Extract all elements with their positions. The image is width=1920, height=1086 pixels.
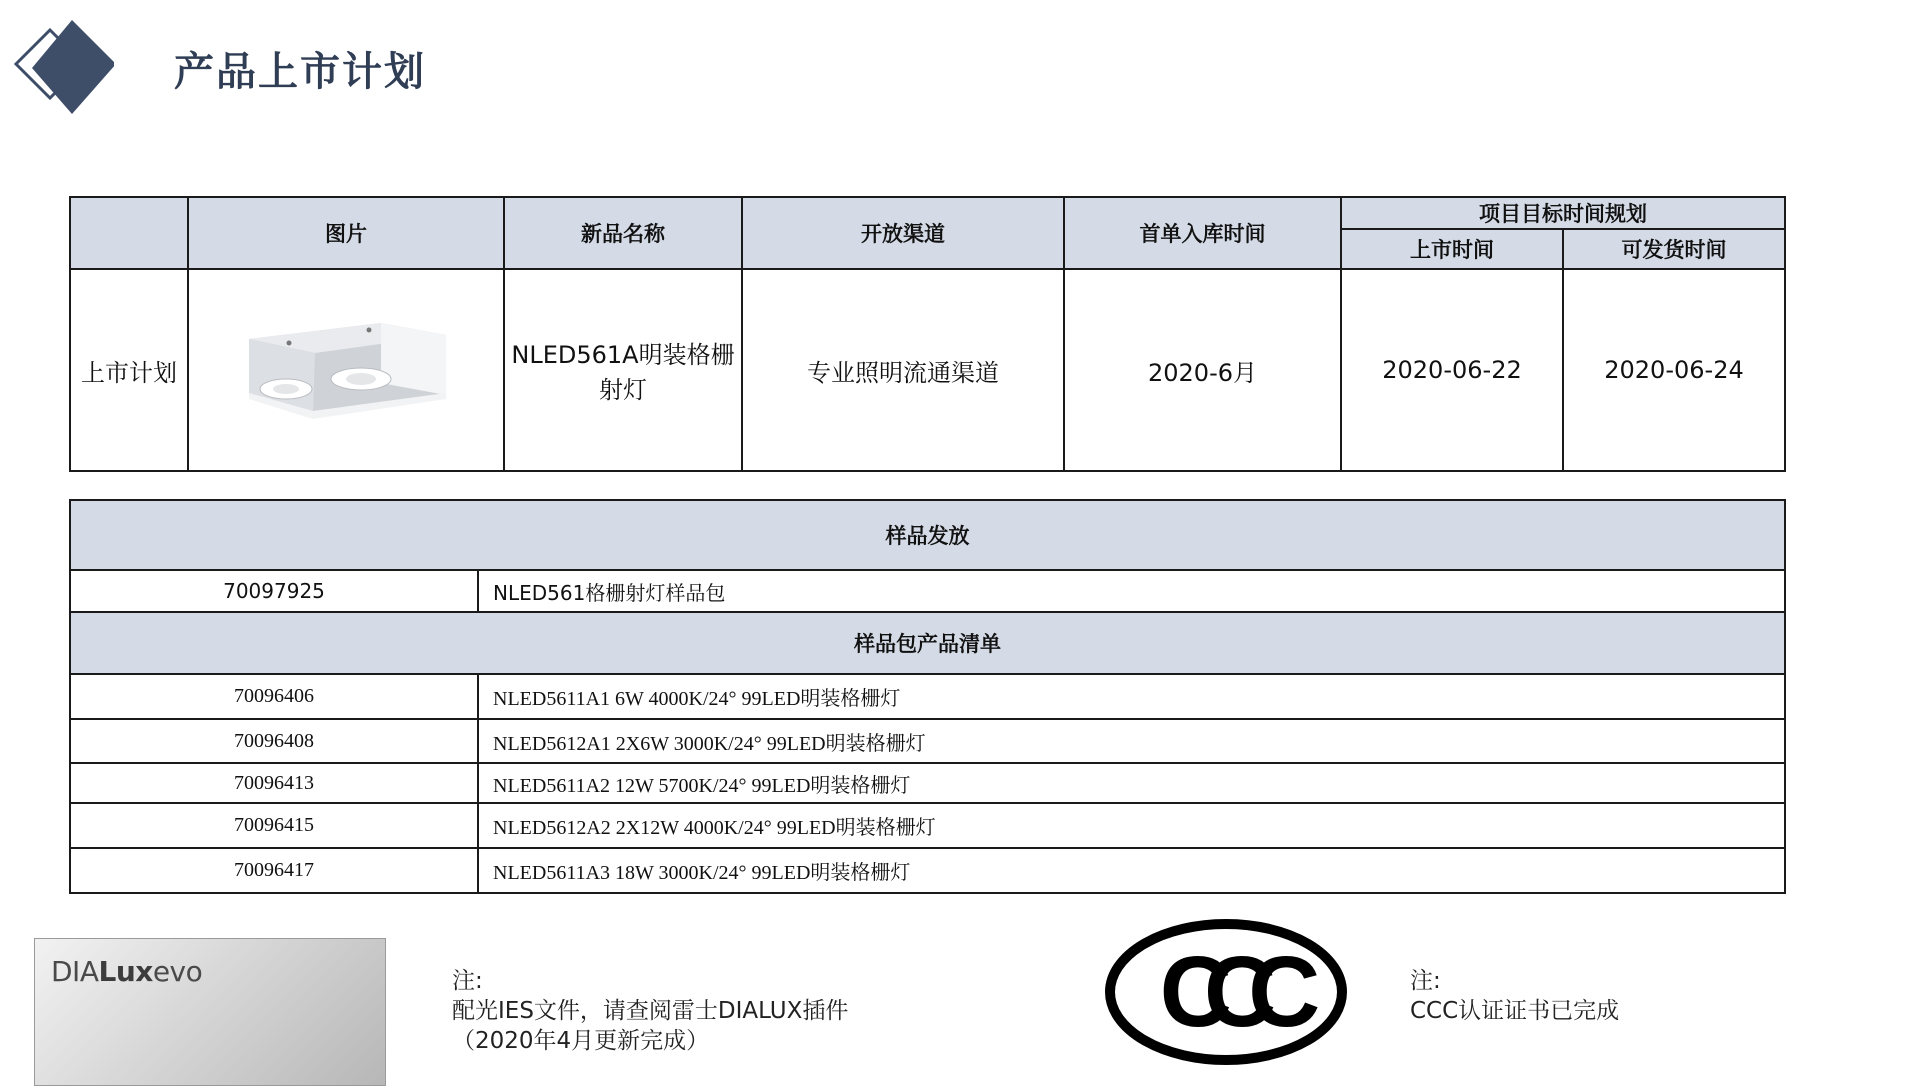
note-line: CCC认证证书已完成 <box>1410 998 1620 1024</box>
item-desc: NLED5612A2 2X12W 4000K/24° 99LED明装格栅灯 <box>478 803 1785 848</box>
table-row <box>70 848 1785 893</box>
item-code: 70096413 <box>70 763 478 803</box>
dialux-logo-text: DIALuxevo <box>51 955 203 988</box>
table-row <box>70 674 1785 719</box>
page-title: 产品上市计划 <box>174 49 426 95</box>
product-image-cell <box>188 269 504 471</box>
sample-list-header: 样品包产品清单 <box>70 612 1785 674</box>
note-line: （2020年4月更新完成） <box>452 1028 710 1054</box>
ccc-note <box>1410 966 1619 1026</box>
sample-table <box>69 499 1786 894</box>
ccc-certification-icon <box>1104 918 1348 1066</box>
ccc-logo-text: CCC <box>1159 936 1293 1048</box>
sample-header: 样品发放 <box>70 500 1785 570</box>
launch-plan-table <box>69 196 1786 472</box>
item-desc: NLED5611A2 12W 5700K/24° 99LED明装格栅灯 <box>478 763 1785 803</box>
table-row <box>70 719 1785 763</box>
diamond-logo-icon <box>14 18 114 118</box>
ies-note <box>452 966 848 1056</box>
item-desc: NLED5611A3 18W 3000K/24° 99LED明装格栅灯 <box>478 848 1785 893</box>
item-code: 70096415 <box>70 803 478 848</box>
product-name-cell: NLED561A明装格栅射灯 <box>504 269 742 471</box>
product-image <box>241 295 451 445</box>
sample-code: 70097925 <box>70 570 478 612</box>
note-label: 注: <box>1410 968 1441 994</box>
header-ship-time: 可发货时间 <box>1563 229 1785 269</box>
launch-time-cell: 2020-06-22 <box>1341 269 1563 471</box>
sample-name: NLED561格栅射灯样品包 <box>478 570 1785 612</box>
channel-cell: 专业照明流通渠道 <box>742 269 1064 471</box>
header-target-group: 项目目标时间规划 <box>1341 197 1785 229</box>
header-first-order: 首单入库时间 <box>1064 197 1341 269</box>
table-row <box>70 803 1785 848</box>
item-desc: NLED5612A1 2X6W 3000K/24° 99LED明装格栅灯 <box>478 719 1785 763</box>
note-label: 注: <box>452 968 483 994</box>
item-code: 70096406 <box>70 674 478 719</box>
item-code: 70096417 <box>70 848 478 893</box>
item-desc: NLED5611A1 6W 4000K/24° 99LED明装格栅灯 <box>478 674 1785 719</box>
ship-time-cell: 2020-06-24 <box>1563 269 1785 471</box>
dialux-evo-logo <box>34 938 386 1086</box>
item-code: 70096408 <box>70 719 478 763</box>
header-channel: 开放渠道 <box>742 197 1064 269</box>
first-order-cell: 2020-6月 <box>1064 269 1341 471</box>
header-picture: 图片 <box>188 197 504 269</box>
note-line: 配光IES文件，请查阅雷士DIALUX插件 <box>452 998 849 1024</box>
table-row <box>70 763 1785 803</box>
header-empty <box>70 197 188 269</box>
row-label: 上市计划 <box>70 269 188 471</box>
header-product-name: 新品名称 <box>504 197 742 269</box>
header-launch-time: 上市时间 <box>1341 229 1563 269</box>
